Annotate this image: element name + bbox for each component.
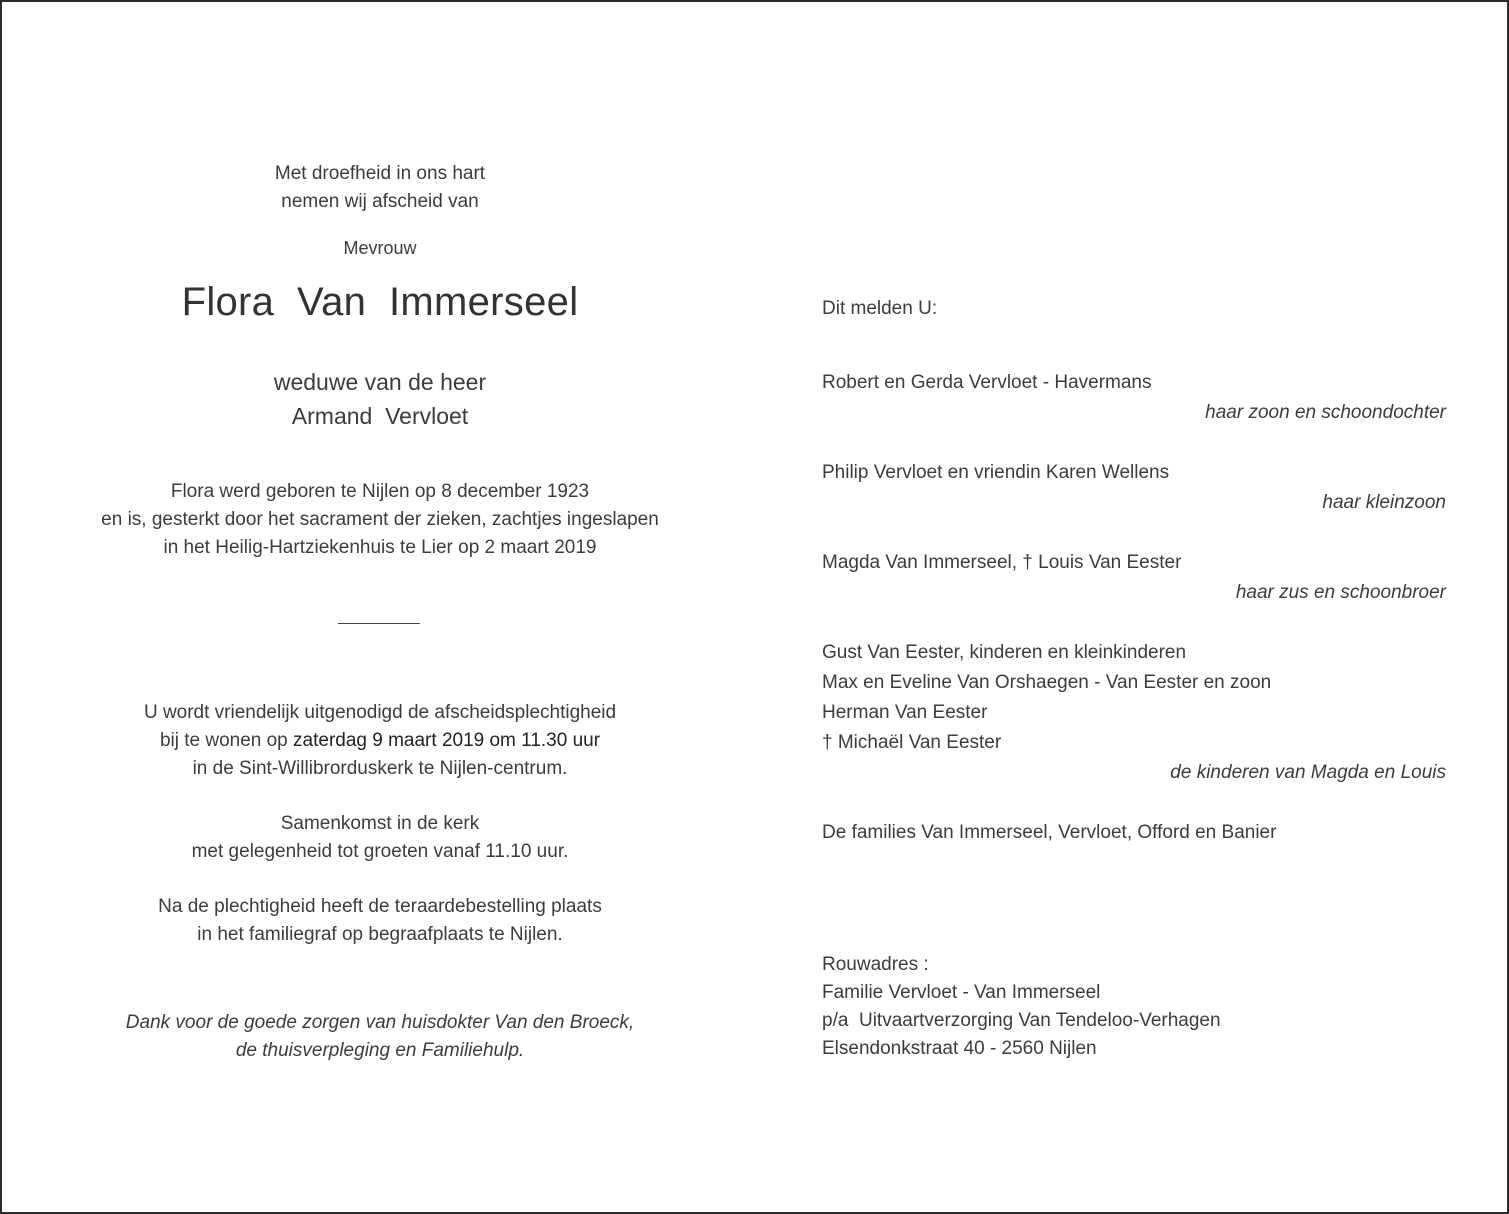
bio-line-2: en is, gesterkt door het sacrament der zieken, zachtjes ingeslapen [101,509,659,530]
thanks-line-2: de thuisverpleging en Familiehulp. [235,1040,525,1061]
intro-line-1: Met droefheid in ons hart [274,163,486,184]
honorific: Mevrouw [343,238,417,258]
widow-line-1: weduwe van de heer [273,369,487,395]
address-line: p/a Uitvaartverzorging Van Tendeloo-Verhagen [822,1010,1221,1031]
intro-line-2: nemen wij afscheid van [281,191,479,212]
divider-line [338,623,420,624]
address-line: Familie Vervloet - Van Immerseel [822,982,1101,1003]
gathering-line-2: met gelegenheid tot groeten vanaf 11.10 uur. [191,841,569,862]
mourner-name: Philip Vervloet en vriendin Karen Wellens [822,462,1170,483]
address-line: Elsendonkstraat 40 - 2560 Nijlen [822,1038,1097,1059]
widow-line-2: Armand Vervloet [291,403,469,429]
invite-line-1: U wordt vriendelijk uitgenodigd de afscheidsplechtigheid [143,702,617,723]
mourner-relation: de kinderen van Magda en Louis [1170,762,1446,783]
burial-line-2: in het familiegraf op begraafplaats te Nijlen. [197,924,563,945]
invite-line-2 [2,727,758,755]
service-date: zaterdag 9 maart 2019 om 11.30 uur [293,730,601,751]
mourner-name: † Michaël Van Eester [822,732,1002,753]
invite-line-2-text: bij te wonen op [159,730,294,751]
burial-line-1: Na de plechtigheid heeft de teraardebestelling plaats [158,896,602,917]
bio-line-3: in het Heilig-Hartziekenhuis te Lier op 2 maart 2019 [163,537,597,558]
address-label: Rouwadres : [822,954,929,975]
thanks-line-1: Dank voor de goede zorgen van huisdokter Van den Broeck, [125,1012,635,1033]
gathering-line-1: Samenkomst in de kerk [280,813,480,834]
bio-line-1: Flora werd geboren te Nijlen op 8 december 1923 [170,481,590,502]
mourner-name: Magda Van Immerseel, † Louis Van Eester [822,552,1182,573]
mourner-relation: haar zoon en schoondochter [1205,402,1446,423]
mourner-name: Max en Eveline Van Orshaegen - Van Eester en zoon [822,672,1272,693]
mourner-name: Herman Van Eester [822,702,988,723]
invite-line-3: in de Sint-Willibrorduskerk te Nijlen-centrum. [192,758,568,779]
deceased-name: Flora Van Immerseel [181,280,579,324]
mourner-relation: haar kleinzoon [1322,492,1446,513]
mourner-relation: haar zus en schoonbroer [1235,582,1446,603]
families-line: De families Van Immerseel, Vervloet, Offord en Banier [822,822,1277,843]
mourner-name: Robert en Gerda Vervloet - Havermans [822,372,1152,393]
announce-line: Dit melden U: [822,298,938,319]
mourner-name: Gust Van Eester, kinderen en kleinkinderen [822,642,1187,663]
